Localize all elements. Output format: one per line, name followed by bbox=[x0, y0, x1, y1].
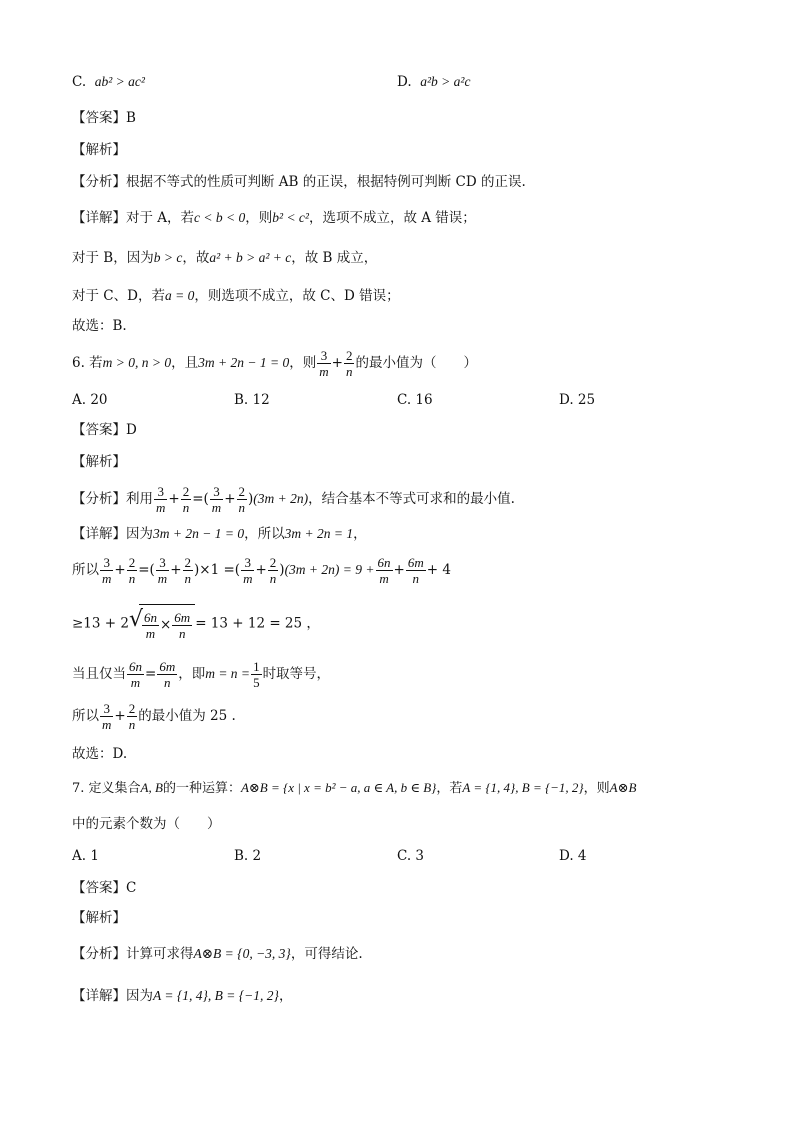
question-6-stem: 6. 若m > 0, n > 0，且3m + 2n − 1 = 0，则 $\frac{3}{m}$ + $\frac{2}{n}$ 的最小值为（ ） bbox=[72, 348, 477, 379]
detail-line: 对于 C、D，若a = 0，则选项不成立，故 C、D 错误； bbox=[72, 288, 400, 304]
option-d: D. 25 bbox=[559, 392, 596, 408]
equality-condition: 当且仅当 $\frac{6n}{m}$ = $\frac{6m}{n}$ ，即m = n = $\frac{1}{5}$ 时取等号， bbox=[72, 659, 331, 690]
option-a: A. 20 bbox=[72, 392, 108, 408]
jiexi-heading: 【解析】 bbox=[72, 142, 126, 158]
fraction: $\frac{2}{n}$ bbox=[345, 348, 353, 379]
answer: 【答案】D bbox=[72, 422, 137, 438]
option-c: C. ab² > ac² bbox=[72, 74, 145, 90]
analysis: 【分析】计算可求得A⊗B = {0, −3, 3}，可得结论. bbox=[72, 946, 363, 962]
option-a: A. 1 bbox=[72, 848, 99, 864]
equation-line: 所以 $\frac{3}{m}$ + $\frac{2}{n}$ =( $\frac{3}{m}$ + $\frac{2}{n}$ )×1 =( $\frac{3}{m}$ + $\frac{2}{n}$ )(3m + 2n) = 9 + $\frac{6n}{m}$ + $\frac{6m}{n}$ + 4 bbox=[72, 555, 451, 586]
question-7-stem-line2: 中的元素个数为（ ） bbox=[72, 816, 221, 832]
detail-line: 【详解】因为A = {1, 4}, B = {−1, 2}， bbox=[72, 988, 293, 1004]
jiexi-heading: 【解析】 bbox=[72, 910, 126, 926]
question-7-stem: 7. 定义集合A, B的一种运算：A⊗B = {x | x = b² − a, a ∈ A, b ∈ B}，若A = {1, 4}, B = {−1, 2}，则A⊗B bbox=[72, 780, 637, 796]
option-b: B. 2 bbox=[234, 848, 262, 864]
jiexi-heading: 【解析】 bbox=[72, 454, 126, 470]
option-d-expr: a²b > a²c bbox=[420, 74, 471, 89]
question-6-options bbox=[72, 390, 722, 410]
answer: 【答案】C bbox=[72, 880, 137, 896]
option-d: D. 4 bbox=[559, 848, 587, 864]
option-b: B. 12 bbox=[234, 392, 270, 408]
analysis: 【分析】利用 $\frac{3}{m}$ + $\frac{2}{n}$ =( $\frac{3}{m}$ + $\frac{2}{n}$ )(3m + 2n)，结合基本不等式可求和的最小值. bbox=[72, 484, 515, 515]
fraction: $\frac{3}{m}$ bbox=[319, 348, 329, 379]
detail-line: 【详解】对于 A，若c < b < 0，则b² < c²，选项不成立，故 A 错误； bbox=[72, 210, 476, 226]
question-7-options bbox=[72, 846, 722, 866]
min-value-line: 所以 $\frac{3}{m}$ + $\frac{2}{n}$ 的最小值为 25 . bbox=[72, 701, 236, 732]
sqrt-symbol: √ $\frac{6n}{m}$ × $\frac{6m}{n}$ bbox=[129, 604, 195, 644]
option-c: C. 16 bbox=[397, 392, 433, 408]
choose-line: 故选：D. bbox=[72, 746, 128, 762]
answer: 【答案】B bbox=[72, 110, 136, 126]
option-c: C. 3 bbox=[397, 848, 425, 864]
option-c-expr: ab² > ac² bbox=[94, 74, 145, 89]
inequality-line: ≥13 + 2 √ $\frac{6n}{m}$ × $\frac{6m}{n}$ = 13 + 12 = 25 ， bbox=[72, 604, 320, 644]
detail-line: 【详解】因为3m + 2n − 1 = 0，所以3m + 2n = 1， bbox=[72, 526, 367, 542]
choose-line: 故选：B. bbox=[72, 318, 127, 334]
option-d: D. a²b > a²c bbox=[397, 74, 471, 90]
analysis: 【分析】根据不等式的性质可判断 AB 的正误，根据特例可判断 CD 的正误. bbox=[72, 174, 526, 190]
detail-line: 对于 B，因为b > c，故a² + b > a² + c，故 B 成立， bbox=[72, 250, 378, 266]
